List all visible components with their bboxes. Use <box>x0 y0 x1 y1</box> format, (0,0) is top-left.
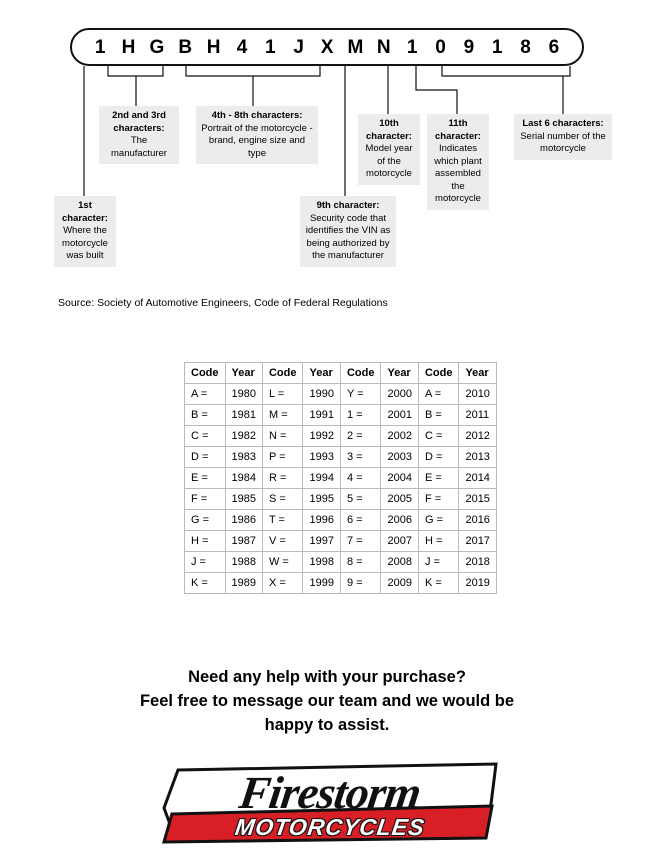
vin-char: 0 <box>435 36 446 58</box>
column-header: Year <box>381 363 418 384</box>
callout-4th-8th-characters <box>196 106 318 164</box>
callout-2nd-3rd-characters <box>99 106 179 164</box>
year-cell: 1986 <box>225 510 262 531</box>
code-cell: 4 = <box>340 468 381 489</box>
vin-char: 1 <box>94 36 106 58</box>
callout-last-6-characters <box>514 114 612 160</box>
callout-body: Portrait of the motorcycle - brand, engine size and type <box>201 122 313 159</box>
year-cell: 2000 <box>381 384 418 405</box>
callout-body: Indicates which plant assembled the motorcycle <box>434 143 482 204</box>
vin-char: N <box>376 36 391 58</box>
vin-char: X <box>320 36 334 58</box>
code-cell: G = <box>418 510 459 531</box>
callout-heading: 11th character: <box>435 118 481 142</box>
year-cell: 1982 <box>225 426 262 447</box>
year-cell: 1998 <box>303 552 340 573</box>
callout-10th-character <box>358 114 420 185</box>
table-row <box>185 573 497 594</box>
year-cell: 1990 <box>303 384 340 405</box>
vin-char: 6 <box>548 36 560 58</box>
code-cell: B = <box>418 405 459 426</box>
year-cell: 1988 <box>225 552 262 573</box>
code-cell: 1 = <box>340 405 381 426</box>
year-cell: 1983 <box>225 447 262 468</box>
code-cell: T = <box>262 510 303 531</box>
callout-heading: Last 6 characters: <box>522 118 604 129</box>
firestorm-motorcycles-logo <box>160 762 500 846</box>
code-cell: F = <box>185 489 226 510</box>
code-cell: 7 = <box>340 531 381 552</box>
callout-body: Model year of the motorcycle <box>365 143 413 179</box>
code-cell: X = <box>262 573 303 594</box>
table-header-row <box>185 363 497 384</box>
column-header: Year <box>459 363 496 384</box>
help-line-1: Need any help with your purchase? <box>188 668 466 686</box>
year-cell: 2009 <box>381 573 418 594</box>
table-row <box>185 447 497 468</box>
callout-heading: 4th - 8th characters: <box>211 110 303 121</box>
table-row <box>185 510 497 531</box>
column-header: Code <box>340 363 381 384</box>
table-row <box>185 426 497 447</box>
year-cell: 1984 <box>225 468 262 489</box>
callout-body: Where the motorcycle was built <box>62 225 108 261</box>
year-cell: 2007 <box>381 531 418 552</box>
year-cell: 2001 <box>381 405 418 426</box>
year-cell: 1985 <box>225 489 262 510</box>
help-line-3: happy to assist. <box>264 716 390 734</box>
year-cell: 1994 <box>303 468 340 489</box>
year-cell: 2003 <box>381 447 418 468</box>
model-year-code-table <box>184 362 497 594</box>
year-cell: 2006 <box>381 510 418 531</box>
code-cell: N = <box>262 426 303 447</box>
code-cell: 8 = <box>340 552 381 573</box>
year-cell: 2010 <box>459 384 496 405</box>
code-cell: M = <box>262 405 303 426</box>
year-cell: 2019 <box>459 573 496 594</box>
vin-char: 4 <box>236 36 248 58</box>
year-cell: 2004 <box>381 468 418 489</box>
year-cell: 1997 <box>303 531 340 552</box>
code-cell: 6 = <box>340 510 381 531</box>
year-cell: 1980 <box>225 384 262 405</box>
table-row <box>185 384 497 405</box>
code-cell: P = <box>262 447 303 468</box>
code-cell: J = <box>185 552 226 573</box>
year-cell: 1999 <box>303 573 340 594</box>
code-cell: S = <box>262 489 303 510</box>
code-cell: 5 = <box>340 489 381 510</box>
year-cell: 1987 <box>225 531 262 552</box>
code-cell: E = <box>185 468 226 489</box>
vin-char: H <box>206 36 221 58</box>
callout-heading: 2nd and 3rd characters: <box>112 110 166 134</box>
callout-9th-character <box>300 196 396 267</box>
code-cell: A = <box>418 384 459 405</box>
table-row <box>185 531 497 552</box>
code-cell: 2 = <box>340 426 381 447</box>
column-header: Code <box>185 363 226 384</box>
year-cell: 1981 <box>225 405 262 426</box>
callout-body: The manufacturer <box>111 135 167 159</box>
logo-subtext: MOTORCYCLES <box>233 814 427 840</box>
code-cell: J = <box>418 552 459 573</box>
year-cell: 2008 <box>381 552 418 573</box>
code-cell: F = <box>418 489 459 510</box>
code-cell: A = <box>185 384 226 405</box>
code-cell: C = <box>418 426 459 447</box>
vin-bar <box>70 28 584 66</box>
vin-char: M <box>347 36 364 58</box>
code-cell: L = <box>262 384 303 405</box>
code-cell: C = <box>185 426 226 447</box>
code-cell: K = <box>418 573 459 594</box>
code-cell: D = <box>418 447 459 468</box>
year-cell: 2011 <box>459 405 496 426</box>
vin-char: 8 <box>520 36 531 58</box>
year-cell: 2013 <box>459 447 496 468</box>
code-cell: R = <box>262 468 303 489</box>
year-cell: 2002 <box>381 426 418 447</box>
callout-body: Security code that identifies the VIN as being authorized by the manufacturer <box>305 212 391 261</box>
vin-char: 1 <box>265 36 276 58</box>
callout-heading: 10th character: <box>366 118 412 142</box>
callout-heading: 9th character: <box>316 200 380 211</box>
year-cell: 1989 <box>225 573 262 594</box>
year-cell: 1991 <box>303 405 340 426</box>
callout-11th-character <box>427 114 489 210</box>
code-cell: H = <box>185 531 226 552</box>
year-cell: 2005 <box>381 489 418 510</box>
vin-char: 1 <box>491 36 503 58</box>
code-cell: 3 = <box>340 447 381 468</box>
column-header: Year <box>225 363 262 384</box>
year-cell: 2015 <box>459 489 496 510</box>
code-cell: E = <box>418 468 459 489</box>
vin-box <box>70 28 584 66</box>
column-header: Code <box>262 363 303 384</box>
year-cell: 1993 <box>303 447 340 468</box>
column-header: Code <box>418 363 459 384</box>
help-line-2: Feel free to message our team and we would be <box>139 692 515 710</box>
table-row <box>185 405 497 426</box>
code-cell: K = <box>185 573 226 594</box>
code-cell: D = <box>185 447 226 468</box>
code-cell: H = <box>418 531 459 552</box>
year-cell: 1996 <box>303 510 340 531</box>
vin-char: G <box>149 36 165 58</box>
logo-wordmark: Firestorm <box>236 767 424 818</box>
table-row <box>185 468 497 489</box>
callout-1st-character <box>54 196 116 267</box>
code-cell: Y = <box>340 384 381 405</box>
vin-char: J <box>293 36 304 58</box>
vin-char: H <box>121 36 136 58</box>
year-cell: 2012 <box>459 426 496 447</box>
year-cell: 2017 <box>459 531 496 552</box>
year-cell: 2018 <box>459 552 496 573</box>
year-cell: 1992 <box>303 426 340 447</box>
vin-char: 9 <box>463 36 475 58</box>
code-cell: V = <box>262 531 303 552</box>
table-row <box>185 552 497 573</box>
help-message <box>0 665 654 737</box>
callout-body: Serial number of the motorcycle <box>520 130 606 154</box>
code-cell: G = <box>185 510 226 531</box>
vin-char: 1 <box>406 36 418 58</box>
callout-heading: 1st character: <box>62 200 108 224</box>
source-note: Source: Society of Automotive Engineers, Code of Federal Regulations <box>58 297 388 309</box>
year-cell: 2014 <box>459 468 496 489</box>
table-row <box>185 489 497 510</box>
code-cell: B = <box>185 405 226 426</box>
code-cell: 9 = <box>340 573 381 594</box>
column-header: Year <box>303 363 340 384</box>
vin-char: B <box>178 36 193 58</box>
code-cell: W = <box>262 552 303 573</box>
year-cell: 2016 <box>459 510 496 531</box>
year-cell: 1995 <box>303 489 340 510</box>
